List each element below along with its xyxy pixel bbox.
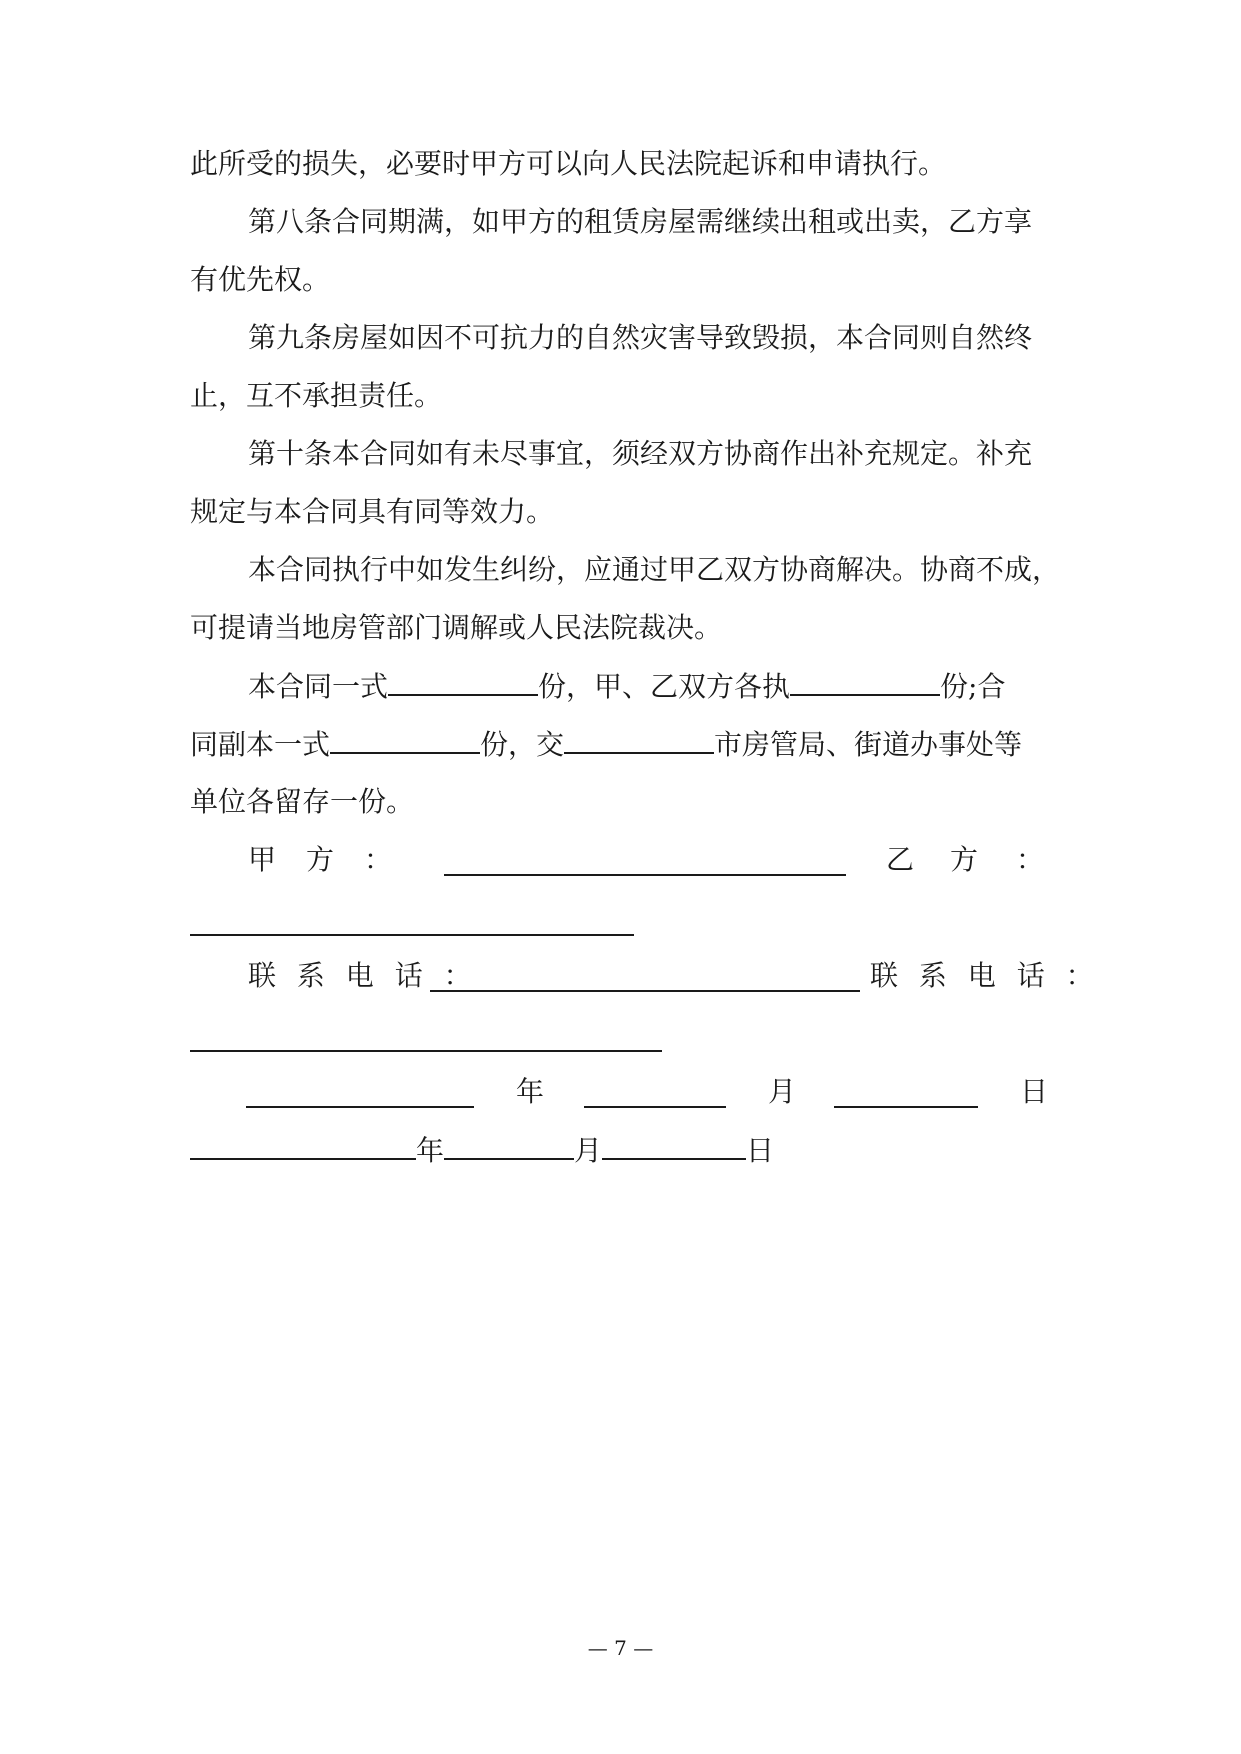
party-a-signature-blank[interactable] bbox=[444, 848, 846, 876]
paragraph-line: 止，互不承担责任。 bbox=[190, 379, 443, 412]
date-year-label: 年 bbox=[516, 1075, 545, 1108]
date-month-label: 月 bbox=[768, 1075, 797, 1108]
paragraph-line: 规定与本合同具有同等效力。 bbox=[190, 495, 555, 528]
copies-text: 份，甲、乙双方各执 bbox=[538, 670, 791, 703]
copies-text: 份;合 bbox=[940, 670, 1006, 703]
paragraph-line: 此所受的损失，必要时甲方可以向人民法院起诉和申请执行。 bbox=[190, 147, 947, 180]
paragraph-line: 第九条房屋如因不可抗力的自然灾害导致毁损，本合同则自然终 bbox=[248, 321, 1033, 354]
date-day-label: 日 bbox=[1020, 1075, 1049, 1108]
phone-a-blank[interactable] bbox=[430, 964, 860, 992]
party-a-char: 甲 bbox=[248, 843, 277, 876]
paragraph-line: 有优先权。 bbox=[190, 263, 331, 296]
paragraph-line: 可提请当地房管部门调解或人民法院裁决。 bbox=[190, 611, 723, 644]
date-b-month-blank[interactable] bbox=[444, 1132, 574, 1160]
copies-count-blank[interactable] bbox=[388, 668, 538, 696]
copies-line-2 bbox=[190, 726, 1022, 763]
date-a-day-blank[interactable] bbox=[834, 1080, 978, 1108]
copies-line-1 bbox=[248, 668, 1005, 705]
copies-text: 本合同一式 bbox=[248, 670, 389, 703]
paragraph-line: 第十条本合同如有未尽事宜，须经双方协商作出补充规定。补充 bbox=[248, 437, 1033, 470]
paragraph-line: 单位各留存一份。 bbox=[190, 785, 415, 818]
party-b-char: 乙 bbox=[886, 843, 915, 876]
paragraph-line: 本合同执行中如发生纠纷，应通过甲乙双方协商解决。协商不成， bbox=[248, 553, 1061, 586]
date-a-month-blank[interactable] bbox=[584, 1080, 726, 1108]
deliver-to-blank[interactable] bbox=[564, 726, 714, 754]
date-b-year-blank[interactable] bbox=[190, 1132, 416, 1160]
date-year-label: 年 bbox=[416, 1134, 445, 1167]
each-party-copies-blank[interactable] bbox=[790, 668, 940, 696]
party-a-char: 方 bbox=[306, 843, 335, 876]
paragraph-line: 第八条合同期满，如甲方的租赁房屋需继续出租或出卖，乙方享 bbox=[248, 205, 1033, 238]
copies-text: 同副本一式 bbox=[190, 728, 331, 761]
phone-label-b: 联 系 电 话 ： bbox=[870, 959, 1100, 992]
phone-label-a: 联 系 电 话 ： bbox=[248, 959, 478, 992]
party-b-char: 方 bbox=[950, 843, 979, 876]
date-b-line bbox=[190, 1132, 774, 1169]
party-b-signature-blank[interactable] bbox=[190, 908, 634, 936]
party-b-char: ： bbox=[1016, 843, 1045, 876]
page-number: — 7 — bbox=[587, 1636, 654, 1660]
date-a-year-blank[interactable] bbox=[246, 1080, 474, 1108]
phone-b-blank[interactable] bbox=[190, 1024, 662, 1052]
date-day-label: 日 bbox=[746, 1134, 775, 1167]
date-b-day-blank[interactable] bbox=[602, 1132, 746, 1160]
party-a-char: ： bbox=[364, 843, 393, 876]
duplicate-count-blank[interactable] bbox=[330, 726, 480, 754]
copies-text: 市房管局、街道办事处等 bbox=[714, 728, 1023, 761]
copies-text: 份，交 bbox=[480, 728, 565, 761]
date-month-label: 月 bbox=[574, 1134, 603, 1167]
